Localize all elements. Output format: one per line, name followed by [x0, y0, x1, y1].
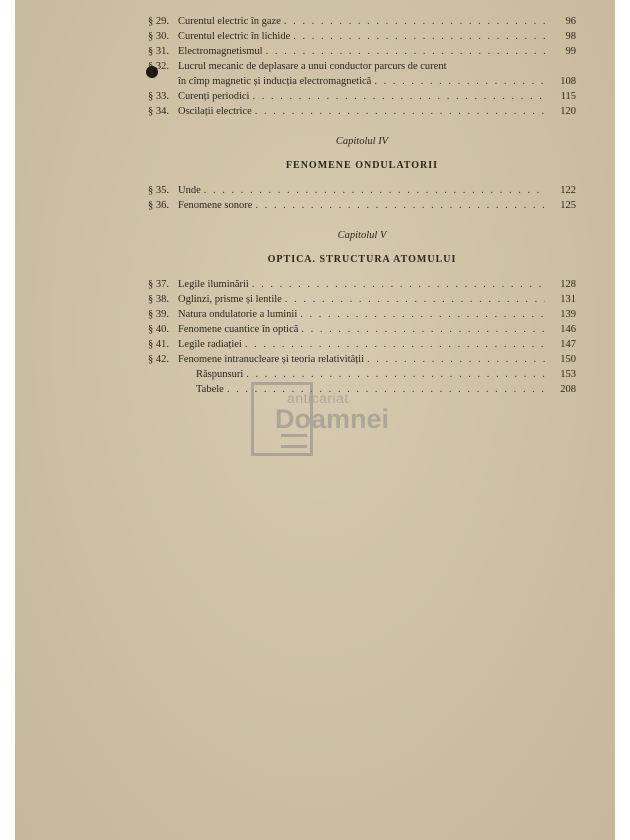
section-number: § 29. — [148, 16, 169, 27]
section-title: Tabele — [196, 384, 224, 395]
page-number: 122 — [560, 185, 576, 196]
section-number: § 39. — [148, 309, 169, 320]
leader-dots — [252, 277, 545, 292]
section-title: Fenomene cuantice în optică — [178, 324, 299, 335]
leader-dots — [266, 44, 545, 59]
toc-entry — [148, 14, 576, 29]
chapter-title: OPTICA. STRUCTURA ATOMULUI — [267, 254, 457, 265]
section-title: Curentul electric în gaze — [178, 16, 281, 27]
page-number: 153 — [560, 369, 576, 380]
section-number: § 34. — [148, 106, 169, 117]
page-number: 150 — [560, 354, 576, 365]
book-page — [15, 0, 615, 840]
section-title: Curenți periodici — [178, 91, 250, 102]
section-number: § 35. — [148, 185, 169, 196]
section-title: Fenomene sonore — [178, 200, 253, 211]
leader-dots — [300, 307, 545, 322]
page-number: 208 — [560, 384, 576, 395]
section-number: § 31. — [148, 46, 169, 57]
watermark-small-text: anticariat — [287, 390, 349, 406]
section-number: § 30. — [148, 31, 169, 42]
section-number: § 41. — [148, 339, 169, 350]
toc-entry — [148, 89, 576, 104]
section-title: Răspunsuri — [196, 369, 244, 380]
page-number: 108 — [560, 76, 576, 87]
section-number: § 40. — [148, 324, 169, 335]
toc-entry-32 — [148, 59, 576, 89]
leader-dots — [252, 89, 545, 104]
toc-entry — [148, 322, 576, 337]
section-number: § 33. — [148, 91, 169, 102]
section-number: § 42. — [148, 354, 169, 365]
section-title-line-1: Lucrul mecanic de deplasare a unui conductor parcurs de curent — [178, 61, 447, 72]
table-of-contents — [148, 14, 576, 397]
section-title: Unde — [178, 185, 201, 196]
leader-dots — [284, 14, 545, 29]
toc-entry — [148, 104, 576, 119]
page-number: 139 — [560, 309, 576, 320]
toc-entry — [148, 292, 576, 307]
page-number: 96 — [565, 16, 576, 27]
leader-dots — [367, 352, 545, 367]
toc-entry — [148, 183, 576, 198]
leader-dots — [255, 198, 545, 213]
leader-dots — [285, 292, 545, 307]
toc-entry — [148, 44, 576, 59]
page-number: 146 — [560, 324, 576, 335]
leader-dots — [246, 367, 545, 382]
page-number: 98 — [565, 31, 576, 42]
toc-entry — [148, 307, 576, 322]
toc-entry — [148, 198, 576, 213]
toc-entry — [148, 29, 576, 44]
section-number: § 37. — [148, 279, 169, 290]
watermark-logo — [251, 382, 416, 462]
section-number: § 36. — [148, 200, 169, 211]
section-title: Electromagnetismul — [178, 46, 263, 57]
toc-entry — [148, 277, 576, 292]
section-title: Fenomene intranucleare și teoria relativității — [178, 354, 365, 365]
leader-dots — [301, 322, 545, 337]
section-number: § 32. — [148, 61, 169, 72]
section-title: Legile radiației — [178, 339, 242, 350]
section-title: Natura ondulatorie a luminii — [178, 309, 298, 320]
watermark-big-text: Doamnei — [275, 404, 390, 434]
chapter-label: Capitolul V — [337, 230, 387, 241]
leader-dots — [293, 29, 545, 44]
page-number: 128 — [560, 279, 576, 290]
toc-entry — [148, 367, 576, 382]
leader-dots — [204, 183, 545, 198]
leader-dots — [255, 104, 545, 119]
section-number: § 38. — [148, 294, 169, 305]
section-title: Curentul electric în lichide — [178, 31, 291, 42]
section-title-line-2: în cîmp magnetic și inducția electromagnetică — [178, 76, 372, 87]
chapter-label: Capitolul IV — [335, 136, 389, 147]
page-number: 131 — [560, 294, 576, 305]
leader-dots — [374, 74, 545, 89]
page-number: 115 — [560, 91, 576, 102]
section-title: Oscilații electrice — [178, 106, 252, 117]
page-number: 120 — [560, 106, 576, 117]
leader-dots — [245, 337, 545, 352]
toc-entry — [148, 337, 576, 352]
books-icon — [281, 434, 307, 448]
page-number: 125 — [560, 200, 576, 211]
toc-entry — [148, 352, 576, 367]
section-title: Oglinzi, prisme și lentile — [178, 294, 282, 305]
page-number: 99 — [565, 46, 576, 57]
page-number: 147 — [560, 339, 576, 350]
section-title: Legile iluminării — [178, 279, 249, 290]
chapter-title: FENOMENE ONDULATORII — [285, 160, 439, 171]
